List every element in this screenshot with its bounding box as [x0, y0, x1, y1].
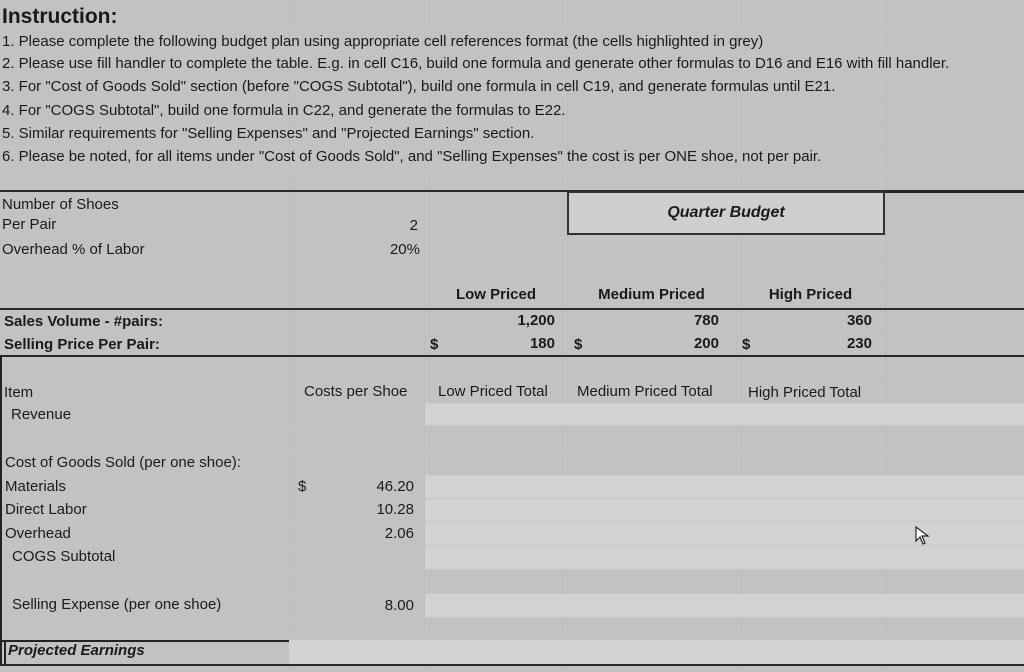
projected-input-cells[interactable]: [425, 640, 1024, 664]
materials-input-cells[interactable]: [425, 475, 1024, 498]
shoes-value[interactable]: 2: [409, 217, 418, 234]
quarter-budget-header: [567, 191, 885, 235]
overhead-label: Overhead % of Labor: [2, 241, 145, 258]
medium-priced-header: Medium Priced: [598, 286, 705, 303]
shoes-label: Number of Shoes: [2, 196, 119, 213]
row-divider: [0, 379, 1024, 380]
sales-volume-label: Sales Volume - #pairs:: [4, 313, 163, 330]
border: [4, 640, 6, 664]
instruction-line-5: 5. Similar requirements for "Selling Expenses" and "Projected Earnings" section.: [2, 125, 535, 142]
item-header: Item: [4, 384, 34, 401]
selling-input-cells[interactable]: [425, 594, 1024, 617]
border: [885, 191, 1024, 193]
selling-expense-label: Selling Expense (per one shoe): [12, 596, 222, 613]
row-divider: [0, 30, 1024, 31]
selling-cost[interactable]: 8.00: [384, 597, 414, 614]
revenue-input-cells[interactable]: [425, 403, 1024, 425]
cogs-header-label: Cost of Goods Sold (per one shoe):: [5, 454, 241, 471]
labor-label: Direct Labor: [5, 501, 87, 518]
row-divider: [0, 283, 1024, 284]
instruction-line-2: 2. Please use fill handler to complete the table. E.g. in cell C16, build one formula and generate other formulas to D16 and E16 with fill handler.: [2, 55, 950, 72]
costs-header: Costs per Shoe: [304, 383, 408, 400]
high-volume[interactable]: 360: [846, 312, 872, 329]
projected-cost-cell[interactable]: [289, 640, 425, 664]
materials-cost[interactable]: 46.20: [376, 478, 414, 495]
instruction-line-4: 4. For "COGS Subtotal", build one formula in C22, and generate the formulas to E22.: [2, 102, 566, 119]
row-divider: [0, 332, 1024, 333]
labor-cost[interactable]: 10.28: [376, 501, 414, 518]
low-total-header: Low Priced Total: [438, 383, 548, 400]
row-divider: [0, 168, 1024, 169]
row-divider: [0, 449, 1024, 450]
low-price[interactable]: 180: [529, 335, 555, 352]
shoes-label-2: Per Pair: [2, 216, 57, 233]
medium-price-currency: $: [574, 336, 583, 353]
high-price-currency: $: [742, 336, 751, 353]
cogs-subtotal-label: COGS Subtotal: [12, 548, 116, 565]
overhead-row-label: Overhead: [5, 525, 71, 542]
instruction-line-6: 6. Please be noted, for all items under "Cost of Goods Sold", and "Selling Expenses" the cost is per ONE shoe, not per pair.: [2, 148, 822, 165]
selling-price-label: Selling Price Per Pair:: [4, 336, 160, 353]
cogs-subtotal-input-cells[interactable]: [425, 546, 1024, 569]
overhead-cost[interactable]: 2.06: [384, 525, 414, 542]
medium-volume[interactable]: 780: [693, 312, 719, 329]
projected-earnings-label: Projected Earnings: [8, 642, 145, 659]
labor-input-cells[interactable]: [425, 499, 1024, 521]
materials-label: Materials: [5, 478, 66, 495]
row-divider-thick: [0, 664, 1024, 666]
instruction-line-1: 1. Please complete the following budget plan using appropriate cell references format (the cells highlighted in grey): [2, 33, 764, 50]
revenue-label: Revenue: [11, 406, 72, 423]
row-divider-thick: [0, 308, 1024, 310]
instruction-title: Instruction:: [2, 5, 118, 28]
medium-price[interactable]: 200: [693, 335, 719, 352]
high-total-header: High Priced Total: [748, 384, 862, 401]
border: [0, 355, 2, 664]
low-price-currency: $: [430, 336, 439, 353]
row-divider: [0, 617, 1024, 618]
row-divider-thick: [0, 355, 1024, 357]
row-divider: [0, 425, 1024, 426]
overhead-input-cells[interactable]: [425, 522, 1024, 545]
high-price[interactable]: 230: [846, 335, 872, 352]
row-divider: [0, 237, 1024, 238]
high-priced-header: High Priced: [768, 286, 853, 303]
instruction-line-3: 3. For "Cost of Goods Sold" section (before "COGS Subtotal"), build one formula in cell C19, and generate formulas until E21.: [2, 78, 836, 95]
low-priced-header: Low Priced: [455, 286, 537, 303]
row-divider: [0, 569, 1024, 570]
quarter-budget-label: Quarter Budget: [667, 204, 785, 221]
materials-currency: $: [298, 478, 307, 495]
overhead-value[interactable]: 20%: [389, 241, 420, 258]
low-volume[interactable]: 1,200: [517, 312, 555, 329]
row-divider: [0, 260, 1024, 261]
medium-total-header: Medium Priced Total: [577, 383, 713, 400]
